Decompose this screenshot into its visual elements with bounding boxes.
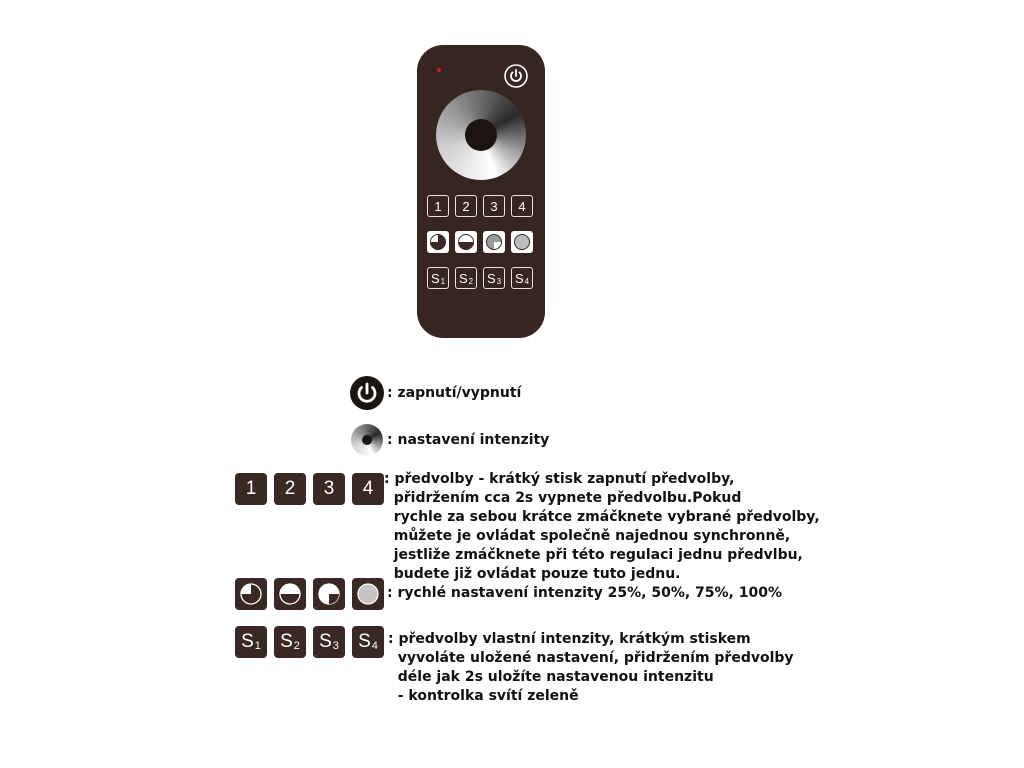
preset-button-s3[interactable] xyxy=(483,267,505,289)
legend-zone-button-2 xyxy=(274,473,306,505)
zone-button-label: 2 xyxy=(462,198,470,214)
legend-preset-prefix: S xyxy=(319,631,332,652)
legend-intensity-75-icon xyxy=(313,578,345,610)
legend-intensity-text: : rychlé nastavení intenzity 25%, 50%, 75%, 100% xyxy=(387,585,783,601)
legend-zone-button-3 xyxy=(313,473,345,505)
legend-preset-prefix: S xyxy=(358,631,371,652)
legend-zones-line-4: můžete je ovládat společně najednou synchronně, xyxy=(384,528,791,544)
dimmer-wheel-center xyxy=(465,119,497,151)
legend-zone-button-1 xyxy=(235,473,267,505)
zone-button-label: 4 xyxy=(518,198,526,214)
preset-button-s1[interactable] xyxy=(427,267,449,289)
power-button[interactable] xyxy=(504,64,528,88)
legend-presets-line-2: vyvoláte uložené nastavení, přidržením předvolby xyxy=(388,650,794,666)
legend-zone-button-4 xyxy=(352,473,384,505)
zone-button-3[interactable] xyxy=(483,195,505,217)
legend-preset-sub: 4 xyxy=(371,640,378,652)
zone-button-label: 3 xyxy=(490,198,498,214)
legend-preset-prefix: S xyxy=(280,631,293,652)
intensity-100-button[interactable] xyxy=(511,231,533,253)
legend-zone-label: 3 xyxy=(323,478,335,499)
legend-intensity-50-icon xyxy=(274,578,306,610)
legend-zones-line-5: jestliže zmáčknete při této regulaci jednu předvlbu, xyxy=(384,547,803,563)
zone-button-4[interactable] xyxy=(511,195,533,217)
preset-sub: 3 xyxy=(496,276,502,286)
preset-button-s2[interactable] xyxy=(455,267,477,289)
intensity-50-button[interactable] xyxy=(455,231,477,253)
legend-dimmer-wheel-icon xyxy=(351,424,383,456)
legend-zones-line-1: : předvolby - krátký stisk zapnutí předvolby, xyxy=(384,471,735,487)
legend-preset-button-s2 xyxy=(274,626,306,658)
legend-intensity-100-icon xyxy=(352,578,384,610)
intensity-25-button[interactable] xyxy=(427,231,449,253)
status-led xyxy=(437,68,441,72)
preset-prefix: S xyxy=(430,270,440,286)
preset-sub: 1 xyxy=(440,276,446,286)
legend-wheel-text: : nastavení intenzity xyxy=(387,432,550,448)
intensity-75-icon xyxy=(485,233,503,251)
preset-sub: 2 xyxy=(468,276,474,286)
legend-zones-line-2: přidržením cca 2s vypnete předvolbu.Pokud xyxy=(384,490,742,506)
legend-preset-button-s3 xyxy=(313,626,345,658)
legend-preset-sub: 1 xyxy=(254,640,261,652)
intensity-50-icon xyxy=(457,233,475,251)
preset-sub: 4 xyxy=(524,276,530,286)
legend-presets-line-4: - kontrolka svítí zeleně xyxy=(388,688,579,704)
power-icon xyxy=(504,64,528,88)
legend-presets-line-1: : předvolby vlastní intenzity, krátkým stiskem xyxy=(388,631,751,647)
legend-intensity-25-icon xyxy=(235,578,267,610)
legend-preset-sub: 2 xyxy=(293,640,300,652)
intensity-100-icon xyxy=(513,233,531,251)
intensity-25-icon xyxy=(429,233,447,251)
remote-control xyxy=(417,45,545,338)
preset-button-s4[interactable] xyxy=(511,267,533,289)
preset-prefix: S xyxy=(514,270,524,286)
legend-preset-sub: 3 xyxy=(332,640,339,652)
legend-presets-line-3: déle jak 2s uložíte nastavenou intenzitu xyxy=(388,669,714,685)
preset-prefix: S xyxy=(458,270,468,286)
legend-zone-label: 2 xyxy=(284,478,296,499)
legend-zone-label: 1 xyxy=(245,478,257,499)
zone-button-label: 1 xyxy=(434,198,442,214)
preset-prefix: S xyxy=(486,270,496,286)
legend-preset-prefix: S xyxy=(241,631,254,652)
legend-zones-line-3: rychle za sebou krátce zmáčknete vybrané předvolby, xyxy=(384,509,820,525)
legend-zones-line-6: budete již ovládat pouze tuto jednu. xyxy=(384,566,681,582)
zone-button-1[interactable] xyxy=(427,195,449,217)
legend-power-text: : zapnutí/vypnutí xyxy=(387,385,522,401)
legend-zone-label: 4 xyxy=(362,478,374,499)
legend-preset-button-s1 xyxy=(235,626,267,658)
legend-preset-button-s4 xyxy=(352,626,384,658)
legend-power-icon xyxy=(349,375,385,411)
intensity-75-button[interactable] xyxy=(483,231,505,253)
zone-button-2[interactable] xyxy=(455,195,477,217)
